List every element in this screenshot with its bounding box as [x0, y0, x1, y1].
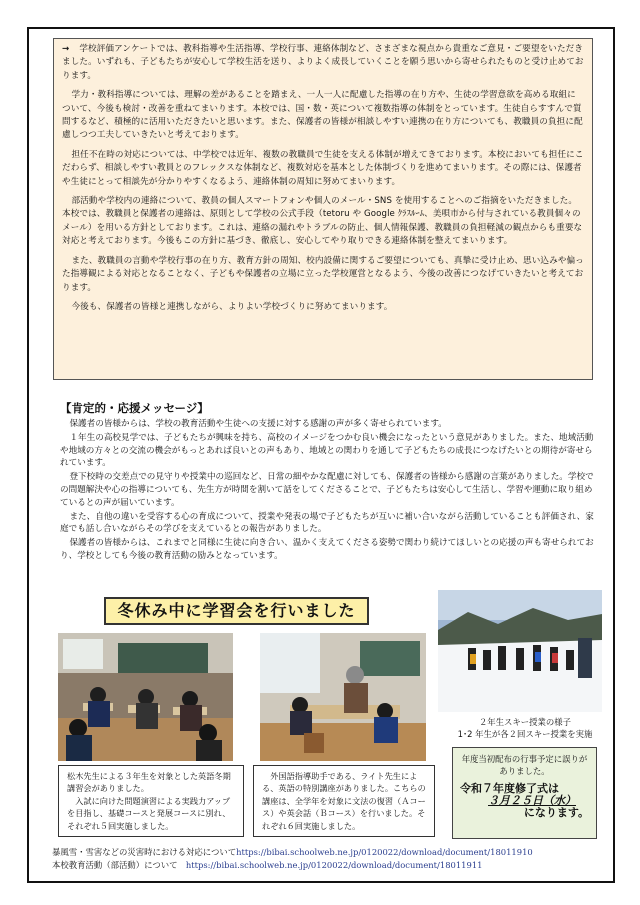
caption-alt-course: 外国語指導助手である、ライト先生による、英語の特別講座がありました。こちらの講座は、全学年を対象に文法の復習（Ａコース）や英会話（Ｂコース）を行いました。それぞれ６回実施しました。	[253, 765, 435, 837]
footer-links: 暴風雪・雪害などの災害時における対応についてhttps://bibai.schoolweb.ne.jp/0120022/download/document/18011910 本校教育活動（部活動）について https://bibai.schoolweb.ne.jp/0120022/download/document/18011911	[52, 847, 533, 870]
response-paragraph: 今後も、保護者の皆様と連携しながら、よりよい学校づくりに努めてまいります。	[71, 301, 393, 312]
section-title: 【肯定的・応援メッセージ】	[60, 401, 209, 415]
club-activity-link[interactable]: https://bibai.schoolweb.ne.jp/0120022/download/document/18011911	[185, 860, 483, 870]
schedule-correction-notice: 年度当初配布の行事予定に誤りがありました。 令和７年度修了式は ３月２５日（水） になります。	[452, 747, 597, 839]
message-paragraph: 保護者の皆様からは、これまでと同様に生徒に向き合い、温かく支えてくださる姿勢で関わり続けてほしいとの応援の声も寄せられており、学校としても今後の教育活動の励みとなっています。	[60, 538, 594, 561]
message-paragraph: １年生の高校見学では、子どもたちが興味を持ち、高校のイメージをつかむ良い機会になったという意見がありました。また、地域活動や地域の方々との交流の機会がもっとあれば良いとの声もあり、地域との関わりを通して子どもたちの成長につなげたいとの期待が寄せられています。	[60, 432, 594, 469]
response-paragraph: → 学校評価アンケートでは、教科指導や生活指導、学校行事、連絡体制など、さまざまな視点から貴重なご意見・ご要望をいただきました。いずれも、子どもたちが安心して学校生活を送り、よりよく成長していくことを願う思いから寄せられたものと受け止めております。	[62, 44, 584, 81]
ski-caption: ２年生スキー授業の様子 1･2 年生が各２回スキー授業を実施	[457, 717, 593, 739]
classroom-photo-alt	[260, 633, 426, 761]
disaster-response-link[interactable]: https://bibai.schoolweb.ne.jp/0120022/download/document/18011910	[236, 847, 533, 857]
message-paragraph: また、自他の違いを受容する心の育成について、授業や発表の場で子どもたちが互いに補い合いながら活動していることも評価され、家庭でも話し合いながらその学びを支えているとの報告がありました。	[60, 511, 594, 535]
message-paragraph: 登下校時の交差点での見守りや授業中の巡回など、日常の細やかな配慮に対しても、保護者の皆様から感謝の言葉がありました。学校での問題解決や心の指導についても、先生方が時間を割いて話をしてくださることで、子どもたちは安心して生活し、学習や運動に取り組めているとの声が届いています。	[60, 472, 594, 508]
response-paragraph: 担任不在時の対応については、中学校では近年、複数の教職員で生徒を支える体制が増えてきております。本校においても担任にこだわらず、相談しやすい教員とのフレックスな体制など、複数対応を基本とした体制づくりを進めてまいります。その際には、保護者や生徒にとって相談先が分かりやすくなるよう、連絡体制の周知に努めてまいります。	[62, 149, 584, 187]
ski-lesson-photo	[438, 590, 602, 712]
winter-study-banner: 冬休み中に学習会を行いました	[104, 597, 369, 625]
message-paragraph: 保護者の皆様からは、学校の教育活動や生徒への支援に対する感謝の声が多く寄せられています。	[69, 419, 447, 429]
classroom-photo-english	[58, 633, 233, 761]
arrow-icon: →	[62, 44, 70, 54]
response-paragraph: 学力・教科指導については、理解の差があることを踏まえ、一人一人に配慮した指導の在り方や、生徒の学習意欲を高める取組について、今後も検討・改善を重ねてまいります。本校では、国・数・英について複数指導の体制をとっています。生徒自らすすんで質問するなど、積極的に活用いただきたいと思います。また、保護者の皆様が相談しやすい連携の在り方についても、教職員の負担に配慮しつつ工夫していきたいと考えております。	[62, 90, 583, 141]
response-paragraph: 部活動や学校内の連絡について、教員の個人スマートフォンや個人のメール・SNS を使用することへのご指摘をいただきました。本校では、教職員と保護者の連絡は、原則として学校の公式手段（tetoru や Google ｸﾗｽﾙｰﾑ、美唄市から付与されている教員個々のメール）を用いる方針としております。これは、連絡の漏れやトラブルの防止、個人情報保護、教職員の負担軽減の観点からも重要な対応と考えております。今後もこの方針に基づき、徹底し、安心してやり取りできる連絡体制を整えてまいります。	[62, 196, 583, 247]
positive-messages	[60, 418, 598, 564]
survey-response-box	[53, 38, 593, 380]
response-paragraph: また、教職員の言動や学校行事の在り方、教育方針の周知、校内設備に関するご要望についても、真摯に受け止め、思い込みや偏った指導観による対応となることなく、子どもや保護者の立場に立った学校運営となるよう、今後の改善につなげていきたいと考えております。	[62, 255, 584, 293]
caption-english-course: 松木先生による３年生を対象とした英語冬期講習会がありました。 入試に向けた問題演習による実践力アップを目指し、基礎コースと発展コースに別れ、それぞれ５回実施しました。	[58, 765, 244, 837]
